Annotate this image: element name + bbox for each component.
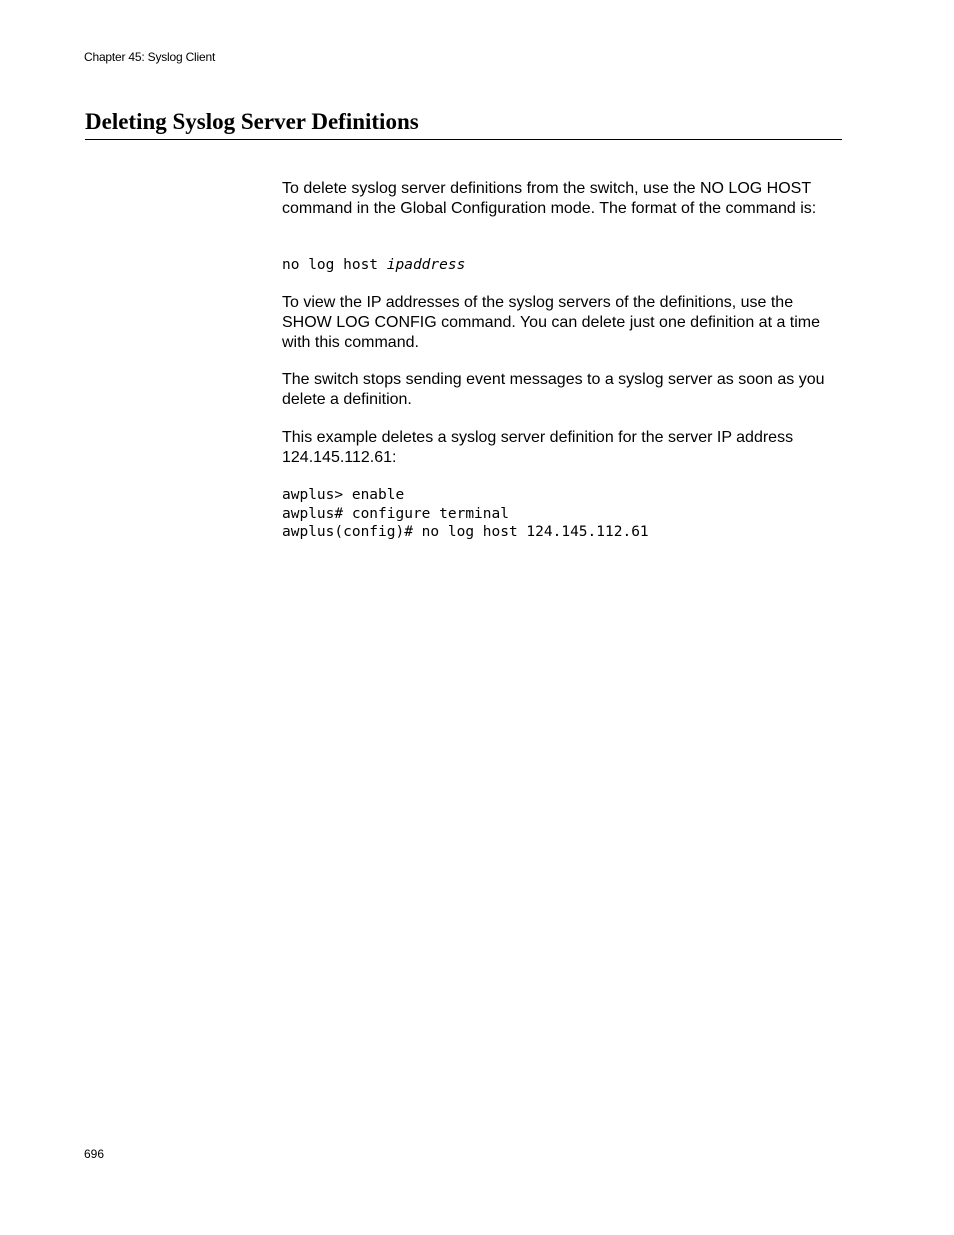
- section-title: Deleting Syslog Server Definitions: [85, 109, 419, 134]
- view-addresses-paragraph: To view the IP addresses of the syslog servers of the definitions, use the SHOW LOG CONFIG command. You can delete just one definition at a time with this command.: [282, 294, 821, 351]
- syntax-command: no log host: [282, 257, 387, 273]
- command-syntax: [282, 256, 465, 275]
- code-line: awplus> enable: [282, 487, 405, 503]
- example-intro-paragraph: This example deletes a syslog server definition for the server IP address 124.145.112.61:: [282, 429, 794, 466]
- code-line: awplus# configure terminal: [282, 505, 509, 522]
- example-code-block: [282, 486, 649, 542]
- intro-paragraph: To delete syslog server definitions from the switch, use the NO LOG HOST command in the Global Configuration mode. The format of the command is:: [282, 180, 817, 217]
- syntax-parameter: ipaddress: [386, 257, 466, 273]
- stop-sending-paragraph: The switch stops sending event messages to a syslog server as soon as you delete a definition.: [282, 371, 825, 408]
- title-rule: [85, 139, 842, 140]
- code-line: awplus(config)# no log host 124.145.112.61: [282, 524, 649, 540]
- page-number: 696: [84, 1147, 105, 1161]
- running-header: Chapter 45: Syslog Client: [84, 50, 216, 64]
